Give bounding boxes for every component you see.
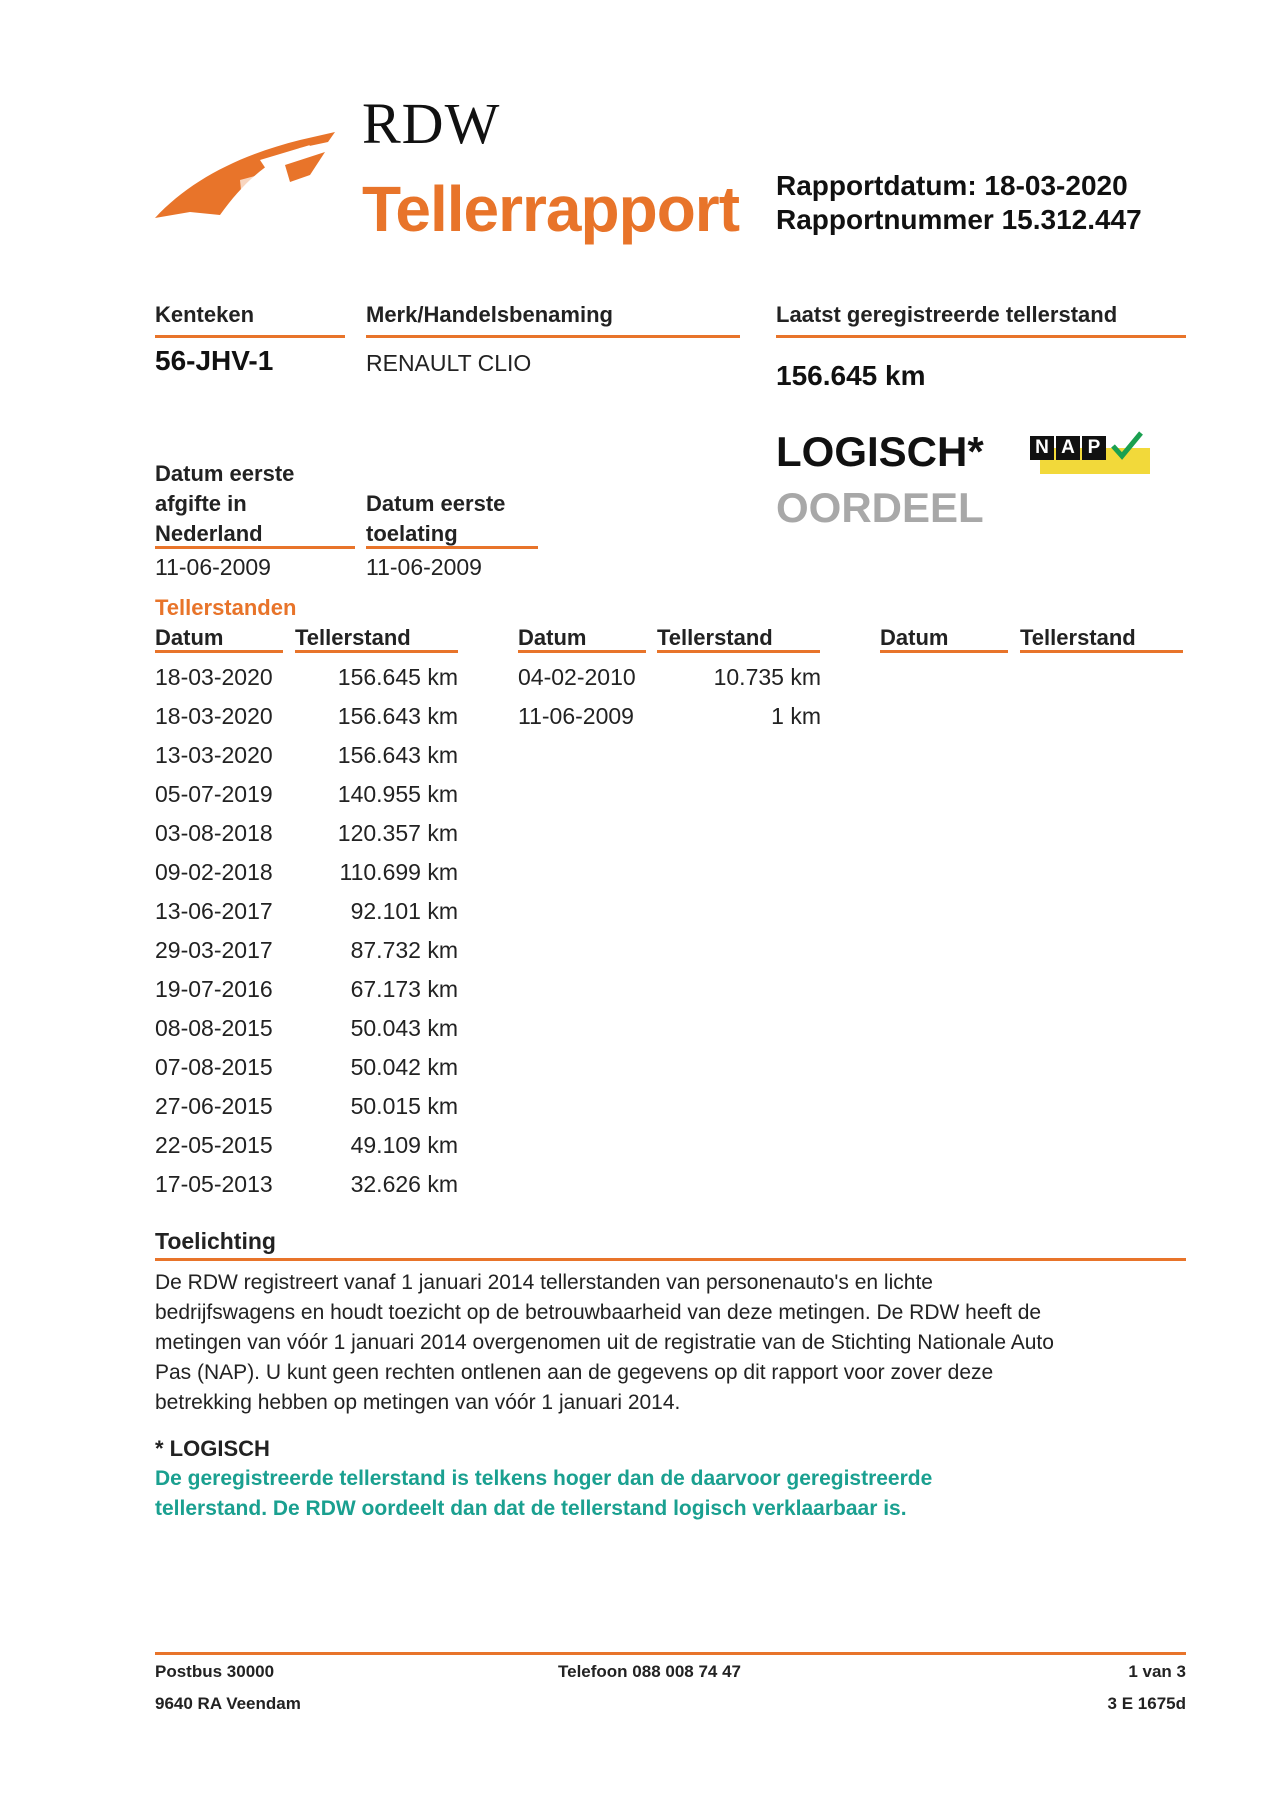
- tellerstanden-col1: [155, 658, 458, 1204]
- table-row: [155, 775, 458, 814]
- row-tellerstand: 87.732 km: [350, 937, 458, 963]
- col2-km-rule: [657, 650, 820, 653]
- row-date: 19-07-2016: [155, 976, 273, 1002]
- row-date: 18-03-2020: [155, 703, 273, 729]
- toelating-label-line: Datum eerste: [366, 491, 506, 516]
- table-row: [155, 892, 458, 931]
- table-row: [518, 658, 821, 697]
- afgifte-rule: [155, 546, 355, 549]
- row-tellerstand: 120.357 km: [337, 820, 458, 846]
- row-date: 27-06-2015: [155, 1093, 273, 1119]
- footer-pagina: 1 van 3: [1128, 1662, 1186, 1681]
- col2-date-rule: [518, 650, 646, 653]
- row-tellerstand: 50.042 km: [350, 1054, 458, 1080]
- laatst-label: Laatst geregistreerde tellerstand: [776, 302, 1118, 327]
- nap-letters: [1030, 436, 1108, 460]
- row-tellerstand: 32.626 km: [350, 1171, 458, 1197]
- toelichting-line: Pas (NAP). U kunt geen rechten ontlenen aan de gegevens op dit rapport voor zover deze: [155, 1361, 994, 1384]
- col1-date-header: Datum: [155, 625, 224, 650]
- logisch-note-body: [155, 1464, 1195, 1524]
- toelichting-line: bedrijfswagens en houdt toezicht op de betrouwbaarheid van deze metingen. De RDW heeft de: [155, 1301, 1042, 1324]
- brand-name: RDW: [362, 91, 501, 156]
- kenteken-label: Kenteken: [155, 302, 255, 327]
- footer-plaats: 9640 RA Veendam: [155, 1694, 301, 1713]
- table-row: [155, 736, 458, 775]
- afgifte-value: 11-06-2009: [155, 554, 271, 580]
- afgifte-label-line: Nederland: [155, 521, 263, 546]
- verdict-oordeel: OORDEEL: [776, 484, 984, 531]
- col3-date-rule: [880, 650, 1008, 653]
- col3-km-rule: [1020, 650, 1183, 653]
- row-tellerstand: 92.101 km: [350, 898, 458, 924]
- row-tellerstand: 1 km: [771, 703, 821, 729]
- row-date: 11-06-2009: [518, 703, 634, 729]
- toelichting-title: Toelichting: [155, 1228, 276, 1254]
- row-date: 22-05-2015: [155, 1132, 273, 1158]
- tellerstanden-title: Tellerstanden: [155, 595, 297, 620]
- kenteken-value: 56-JHV-1: [155, 345, 274, 376]
- nap-letter-p: P: [1082, 436, 1106, 460]
- table-row: [155, 814, 458, 853]
- rapportnummer: Rapportnummer 15.312.447: [776, 204, 1142, 235]
- tellerstanden-col2: [518, 658, 821, 736]
- toelating-value: 11-06-2009: [366, 554, 482, 580]
- footer-telefoon: Telefoon 088 008 74 47: [558, 1662, 742, 1681]
- kenteken-rule: [155, 335, 345, 338]
- nap-letter-n: N: [1030, 436, 1054, 460]
- row-date: 13-06-2017: [155, 898, 273, 924]
- col2-date-header: Datum: [518, 625, 587, 650]
- col1-km-rule: [295, 650, 458, 653]
- check-icon: [1110, 430, 1144, 462]
- nap-letter-a: A: [1056, 436, 1080, 460]
- footer-rule: [155, 1652, 1186, 1655]
- table-row: [155, 1087, 458, 1126]
- row-tellerstand: 156.643 km: [337, 703, 458, 729]
- laatst-rule: [776, 335, 1186, 338]
- report-title: Tellerrapport: [362, 173, 739, 245]
- toelichting-body: [155, 1268, 1195, 1418]
- col1-date-rule: [155, 650, 283, 653]
- verdict-logisch: LOGISCH*: [776, 428, 984, 475]
- row-tellerstand: 50.015 km: [350, 1093, 458, 1119]
- col3-date-header: Datum: [880, 625, 949, 650]
- row-date: 18-03-2020: [155, 664, 273, 690]
- table-row: [155, 658, 458, 697]
- footer-postbus: Postbus 30000: [155, 1662, 275, 1681]
- toelichting-rule: [155, 1258, 1186, 1261]
- table-row: [155, 1126, 458, 1165]
- row-tellerstand: 110.699 km: [339, 859, 458, 885]
- col1-km-header: Tellerstand: [295, 625, 411, 650]
- toelating-label: [366, 489, 505, 549]
- col2-km-header: Tellerstand: [657, 625, 773, 650]
- row-tellerstand: 156.645 km: [337, 664, 458, 690]
- row-tellerstand: 67.173 km: [350, 976, 458, 1002]
- row-date: 04-02-2010: [518, 664, 636, 690]
- toelating-rule: [366, 546, 538, 549]
- rdw-logo-icon: [150, 120, 340, 230]
- table-row: [155, 697, 458, 736]
- table-row: [155, 970, 458, 1009]
- row-tellerstand: 140.955 km: [337, 781, 458, 807]
- table-row: [155, 853, 458, 892]
- afgifte-label-line: Datum eerste: [155, 461, 295, 486]
- merk-value: RENAULT CLIO: [366, 350, 532, 376]
- row-date: 17-05-2013: [155, 1171, 273, 1197]
- toelichting-line: metingen van vóór 1 januari 2014 overgenomen uit de registratie van de Stichting Nationale Auto: [155, 1331, 1054, 1354]
- logisch-note-line: tellerstand. De RDW oordeelt dan dat de tellerstand logisch verklaarbaar is.: [155, 1497, 907, 1520]
- laatst-value: 156.645 km: [776, 360, 926, 391]
- row-date: 03-08-2018: [155, 820, 273, 846]
- toelichting-line: betrekking hebben op metingen van vóór 1 januari 2014.: [155, 1391, 681, 1414]
- table-row: [518, 697, 821, 736]
- afgifte-label-line: afgifte in: [155, 491, 247, 516]
- table-row: [155, 931, 458, 970]
- row-date: 08-08-2015: [155, 1015, 273, 1041]
- row-date: 07-08-2015: [155, 1054, 273, 1080]
- row-date: 05-07-2019: [155, 781, 273, 807]
- table-row: [155, 1048, 458, 1087]
- afgifte-label: [155, 459, 294, 549]
- rapportdatum: Rapportdatum: 18-03-2020: [776, 170, 1128, 201]
- row-date: 29-03-2017: [155, 937, 273, 963]
- table-row: [155, 1165, 458, 1204]
- row-tellerstand: 10.735 km: [713, 664, 821, 690]
- table-row: [155, 1009, 458, 1048]
- row-tellerstand: 49.109 km: [350, 1132, 458, 1158]
- merk-label: Merk/Handelsbenaming: [366, 302, 613, 327]
- row-tellerstand: 156.643 km: [337, 742, 458, 768]
- row-date: 13-03-2020: [155, 742, 273, 768]
- col3-km-header: Tellerstand: [1020, 625, 1136, 650]
- toelating-label-line: toelating: [366, 521, 458, 546]
- logisch-note-line: De geregistreerde tellerstand is telkens hoger dan de daarvoor geregistreerde: [155, 1467, 933, 1490]
- row-tellerstand: 50.043 km: [350, 1015, 458, 1041]
- row-date: 09-02-2018: [155, 859, 273, 885]
- merk-rule: [366, 335, 740, 338]
- toelichting-line: De RDW registreert vanaf 1 januari 2014 tellerstanden van personenauto's en lichte: [155, 1271, 933, 1294]
- footer-code: 3 E 1675d: [1107, 1694, 1186, 1713]
- logisch-note-title: * LOGISCH: [155, 1436, 270, 1461]
